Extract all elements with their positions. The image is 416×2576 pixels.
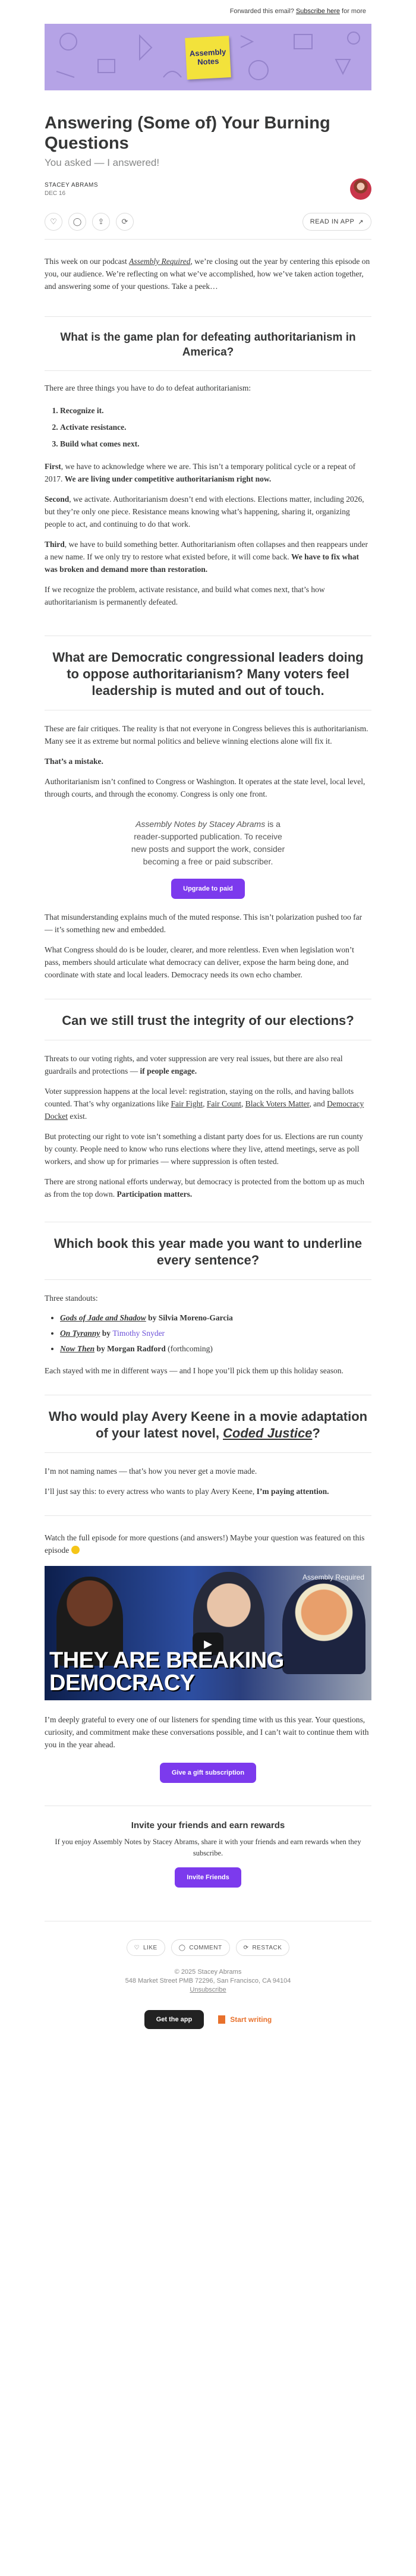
assembly-required-link[interactable]: Assembly Required [129,257,191,266]
congress-p4: That misunderstanding explains much of the muted response. This isn’t polarization pushed too far — it’s something new and embedded. [45,913,363,934]
casting-p2: I’ll just say this: to every actress who wants to play Avery Keene, I’m paying attention. [45,1487,329,1496]
gift-button-wrap [45,1751,371,1783]
smile-emoji-icon [71,1546,80,1554]
section-heading-congress: What are Democratic congressional leaders doing to oppose authoritarianism? Many voters feel leadership is muted and out of touch. [52,650,364,698]
post-actions [45,213,371,240]
section-heading-game-plan: What is the game plan for defeating authoritarianism in America? [60,331,356,358]
read-in-app-button[interactable] [302,213,371,231]
list-item: 3. Build what comes next. [60,436,371,452]
invite-friends-button[interactable]: Invite Friends [175,1867,241,1888]
subscribe-box [45,818,371,899]
section-heading-books: Which book this year made you want to underline every sentence? [53,1236,363,1267]
subscribe-text: Assembly Notes by Stacey Abrams is a reader-supported publication. To receive new posts and support the work, consider becoming a free or paid subscriber. [131,819,285,866]
section-congress [45,636,371,981]
intro-paragraph [45,255,371,292]
casting-p1: I’m not naming names — that’s how you never get a movie made. [45,1467,257,1476]
read-in-app-label: READ IN APP [310,218,355,225]
book-item: • On Tyranny by Timothy Snyder [60,1326,371,1341]
book-title-link[interactable]: Now Then [60,1344,95,1353]
forwarded-bar [0,0,416,23]
footer-actions [45,1921,371,1956]
restack-label: RESTACK [252,1944,282,1951]
comment-button[interactable] [171,1939,230,1956]
closing-p1: Watch the full episode for more questions (and answers!) Maybe your question was featured on this episode [45,1533,365,1555]
fair-count-link[interactable]: Fair Count [206,1099,241,1108]
comment-icon: ◯ [178,1944,186,1951]
fair-fight-link[interactable]: Fair Fight [171,1099,203,1108]
invite-heading: Invite your friends and earn rewards [131,1820,285,1830]
divider [45,1279,371,1280]
divider [45,370,371,371]
democracy-docket-link[interactable]: Democracy Docket [45,1099,364,1121]
post-date: DEC 16 [45,190,66,197]
footer-info [45,1968,371,1995]
elections-p4: There are strong national efforts underway, but democracy is protected from the bottom up as much as from the top down. Participation matters. [45,1177,364,1199]
app-bar [45,2010,371,2053]
gift-subscription-button[interactable]: Give a gift subscription [160,1763,256,1783]
header-banner [45,24,371,90]
invite-text: If you enjoy Assembly Notes by Stacey Abrams, share it with your friends and earn rewards when they subscribe. [55,1838,361,1857]
play-icon[interactable]: ▶ [193,1633,223,1655]
address: 548 Market Street PMB 72296, San Francisco, CA 94104 [125,1977,291,1984]
video-caption [49,1649,284,1694]
game-plan-close: If we recognize the problem, activate resistance, and build what comes next, that’s how authoritarianism is permanently defeated. [45,585,325,606]
assembly-notes-logo [185,36,231,80]
post-subtitle: You asked — I answered! [45,157,160,168]
share-icon[interactable]: ⇪ [92,213,110,231]
list-item: 1. Recognize it. [60,402,371,419]
comment-label: COMMENT [189,1944,222,1951]
section-books [45,1222,371,1377]
unsubscribe-link[interactable]: Unsubscribe [190,1986,226,1993]
congress-p1: These are fair critiques. The reality is that not everyone in Congress believes this is authoritarianism. Many see it as extreme but normal politics and believe winning elections alone will fix it. [45,724,368,746]
section-game-plan [45,316,371,608]
episode-video[interactable] [45,1566,371,1700]
elections-p1: Threats to our voting rights, and voter suppression are very real issues, but there are also real guardrails and protections — if people engage. [45,1054,343,1075]
video-brand: Assembly Required [302,1573,364,1581]
congress-p5: What Congress should do is be louder, clearer, and more relentless. Even when legislation won’t pass, members should articulate what democracy can deliver, expose the harm being done, and coordinate with state and local leaders. Democracy needs its own echo chamber. [45,945,354,979]
video-caption-line-1: THEY ARE BREAKING [49,1648,284,1673]
section-heading-casting: Who would play Avery Keene in a movie adaptation of your latest novel, Coded Justice? [48,1409,368,1440]
restack-icon[interactable]: ⟳ [116,213,134,231]
divider [45,1452,371,1453]
congress-p3: Authoritarianism isn’t confined to Congress or Washington. It operates at the state level, local level, through courts, and through the economy. Congress is only one front. [45,777,365,798]
start-writing-link[interactable] [218,2015,272,2024]
section-closing [45,1515,371,1783]
book-item: • Gods of Jade and Shadow by Silvia Moreno-Garcia [60,1310,371,1326]
external-arrow-icon: ↗ [358,218,364,226]
video-caption-line-2: DEMOCRACY [49,1671,195,1696]
subscribe-here-link[interactable]: Subscribe here [295,8,340,15]
video-person-right [282,1579,365,1674]
section-heading-elections: Can we still trust the integrity of our elections? [62,1013,354,1028]
comment-icon[interactable]: ◯ [68,213,86,231]
closing-p2: I’m deeply grateful to every one of our listeners for spending time with us this year. Your questions, curiosity, and commitment make these conversations possible, and I can’t wait to continue them with you in the year ahead. [45,1715,369,1749]
book-title-link[interactable]: Gods of Jade and Shadow [60,1313,146,1322]
forwarded-text: Forwarded this email? [229,8,294,15]
books-close: Each stayed with me in different ways — and I hope you’ll pick them up this holiday season. [45,1366,343,1375]
like-label: LIKE [143,1944,157,1951]
restack-button[interactable] [236,1939,290,1956]
section-elections [45,999,371,1200]
third-paragraph: Third, we have to build something better. Authoritarianism often collapses and then reappears under a new name. If we only try to restore what existed before, it will come back. We have to fix what was broken and demand more than restoration. [45,540,368,574]
elections-p2: Voter suppression happens at the local level: registration, staying on the rolls, and having ballots counted. That’s why organizations like Fair Fight, Fair Count, Black Voters Matter, and Democracy Docket exist. [45,1087,364,1121]
restack-icon: ⟳ [243,1944,249,1951]
second-paragraph: Second, we activate. Authoritarianism doesn’t end with elections. Elections matter, including 2026, but they’re only one piece. Resistance means knowing what’s happening, sharing it, organizing people to act, and continuing to do that work. [45,495,364,529]
section-casting [45,1395,371,1498]
three-steps-list [45,402,371,452]
congress-p2: That’s a mistake. [45,757,103,766]
logo-line-1: Assembly [189,47,226,58]
logo-line-2: Notes [197,56,219,67]
heart-icon: ♡ [134,1944,140,1951]
book-title-link[interactable]: On Tyranny [60,1329,100,1338]
upgrade-to-paid-button[interactable]: Upgrade to paid [171,879,245,899]
intro-text-b: , we’re closing out the year by centering this episode on you, our audience. We’re reflecting on what we’ve accomplished, how we’ve taken action together, and answering some of your questions. Take a peek… [45,257,370,291]
byline [45,178,371,200]
start-writing-label: Start writing [230,2015,272,2024]
coded-justice-link[interactable]: Coded Justice [223,1426,313,1440]
intro-text-a: This week on our podcast [45,257,130,266]
get-the-app-button[interactable]: Get the app [144,2010,204,2029]
post-title[interactable]: Answering (Some of) Your Burning Questions [45,114,330,153]
substack-logo-icon [218,2015,225,2024]
game-plan-lead: There are three things you have to do to defeat authoritarianism: [45,383,251,392]
list-item: 2. Activate resistance. [60,419,371,436]
black-voters-matter-link[interactable]: Black Voters Matter [245,1099,310,1108]
first-paragraph: First, we have to acknowledge where we are. This isn’t a temporary political cycle or a repeat of 2017. We are living under competitive authoritarianism right now. [45,462,356,483]
like-button[interactable] [127,1939,165,1956]
book-item: • Now Then by Morgan Radford (forthcoming) [60,1341,371,1357]
author-name[interactable]: STACEY ABRAMS [45,181,99,188]
books-lead: Three standouts: [45,1294,98,1303]
for-more-text: for more [342,8,366,15]
elections-p3: But protecting our right to vote isn’t something a distant party does for us. Elections are run county by county. People need to know who runs elections where they live, attend meetings, serve as poll workers, and show up for primaries — where suppression is often tested. [45,1132,363,1166]
book-author-link[interactable]: Timothy Snyder [112,1329,165,1338]
book-list [45,1310,371,1357]
heart-icon[interactable]: ♡ [45,213,62,231]
copyright: © 2025 Stacey Abrams [174,1968,242,1976]
invite-section [45,1806,371,1888]
author-avatar[interactable] [350,178,371,200]
